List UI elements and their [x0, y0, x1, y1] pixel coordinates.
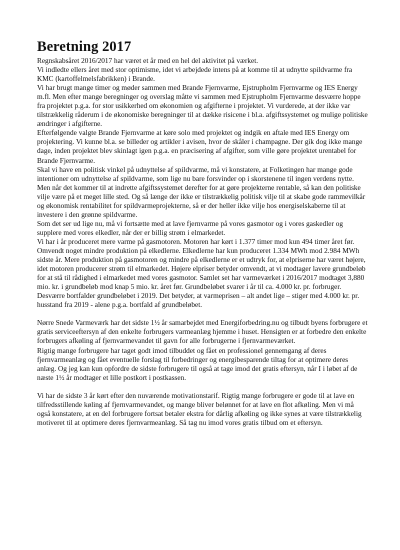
- document-page: [37, 38, 369, 428]
- paragraph-gas-motor: Som det ser ud lige nu, må vi fortsætte med at lave fjernvarme på vores gasmotor og i vores gaskedler og supplere med vores elkedler, når der er billig strøm i elmarkedet.: [37, 219, 344, 237]
- paragraph-meetings: Vi har brugt mange timer og møder sammen med Brande Fjernvarme, Ejstrupholm Fjernvarme og IES Energy m.fl. Men efter mange beregninger og overslag måtte vi sammen med Ejstrupholm Fjernvarme desværre hoppe fra projektet p.g.a. for stor usikkerhed om økonomien og afgifterne i projektet. Vi vurderede, at der ikke var tilstrækkelig råderum i de økonomiske beregninger til at dække risicene i bl.a. afgiftssystemet og mulige politiske ændringer i afgifterne.: [37, 84, 368, 129]
- paragraph-service-check: Rigtig mange forbrugere har taget godt imod tilbuddet og fået en professionel gennemgang af deres fjernvarmeanlæg og fået eventuelle forslag til forbedringer og energibesparende tiltag for at optimere deres anlæg. Og jeg kan kun opfordre de sidste forbrugere til også at tage imod det gratis eftersyn, når I i løbet af de næste 1½ år modtager et lille postkort i postkassen.: [37, 346, 358, 382]
- paragraph-spacer: [37, 383, 369, 392]
- paragraph-fiscal-year: Regnskabsåret 2016/2017 har været et år med en hel del aktivitet på værket.: [37, 57, 259, 65]
- paragraph-brande-solo: Efterfølgende valgte Brande Fjernvarme at køre solo med projektet og indgik en aftale med IES Energy om projektering. Vi kunne bl.a. se billeder og artikler i avisen, hvor de skåler i champagne. Der gik dog ikke mange dage, inden projektet blev skinlagt igen p.g.a. en præcisering af afgifter, som ville gøre projektet urentabel for Brande Fjernvarme.: [37, 129, 363, 165]
- paragraph-motivation-tariff: Vi har de sidste 3 år kørt efter den nuværende motivationstarif. Rigtig mange forbrugere er gode til at lave en tilfredsstillende køling af fjernvarmevandet, og mange bliver belønnet for at lave en flot afkøling. Men vi må også konstatere, at en del forbrugere fortsat betaler ekstra for dårlig afkøling og ikke synes at være tilstrækkelig motiveret til at optimere deres fjernvarmeanlæg. Så tag nu imod vores gratis tilbud om et eftersyn.: [37, 391, 362, 427]
- paragraph-production: Vi har i år produceret mere varme på gasmotoren. Motoren har kørt i 1.377 timer mod kun 494 timer året før. Omvendt noget mindre produktion på elkedlerne. Elkedlerne har kun produceret 1.334 MWh mod 2.984 MWh sidste år. Mere produktion på gasmotoren og mindre på elkedlerne er et udtryk for, at elpriserne har været højere, idet motoren producerer strøm til elmarkedet. Højere elpriser betyder omvendt, at vi modtager lavere grundbeløb for at stå til rådighed i elmarkedet med vores gasmotor. Samlet set har varmeværket i 2016/2017 modtaget 3,880 mio. kr. i grundbeløb mod knap 5 mio. kr. året før. Grundbeløbet svarer i år til ca. 4.000 kr. pr. forbruger. Desværre bortfalder grundbeløbet i 2019. Det betyder, at varmeprisen – alt andet lige – stiger med 4.000 kr. pr. husstand fra 2019 - alene p.g.a. bortfald af grundbeløbet.: [37, 237, 366, 310]
- document-title: Beretning 2017: [37, 39, 132, 55]
- paragraph-political-angle: Skal vi have en politisk vinkel på udnyttelse af spildvarme, må vi konstatere, at Folketingen har mange gode intentioner om udnyttelse af spildvarme, som lige nu bare forsvinder op i skorstenene til ingen verdens nytte. Men når det kommer til at indrette afgiftssystemet derefter for at gøre projekterne rentable, så kan den politiske vilje være på et meget lille sted. Og så længe der ikke er tilstrækkelig politisk vilje til at skabe gode rammevilkår og økonomisk rentabilitet for spildvarmeprojekterne, så er der heller ikke vilje hos energiselskaberne til at investere i den grønne spildvarme.: [37, 165, 366, 219]
- paragraph-optimism-kmc: Vi indledte ellers året med stor optimisme, idet vi arbejdede intens på at komme til at udnytte spildvarme fra KMC (kartoffelmelsfabrikken) i Brande.: [37, 66, 353, 84]
- paragraph-spacer: [37, 310, 369, 319]
- paragraph-energiforbedring: Nørre Snede Varmeværk har det sidste 1½ år samarbejdet med Energiforbedring.nu og tilbudt byens forbrugere et gratis serviceeftersyn af den enkelte forbrugers varmeanlæg hjemme i huset. Hensigten er at forbedre den enkelte forbrugers afkøling af fjernvarmevandet til gavn for alle forbrugerne i fjernvarmeværket.: [37, 319, 368, 346]
